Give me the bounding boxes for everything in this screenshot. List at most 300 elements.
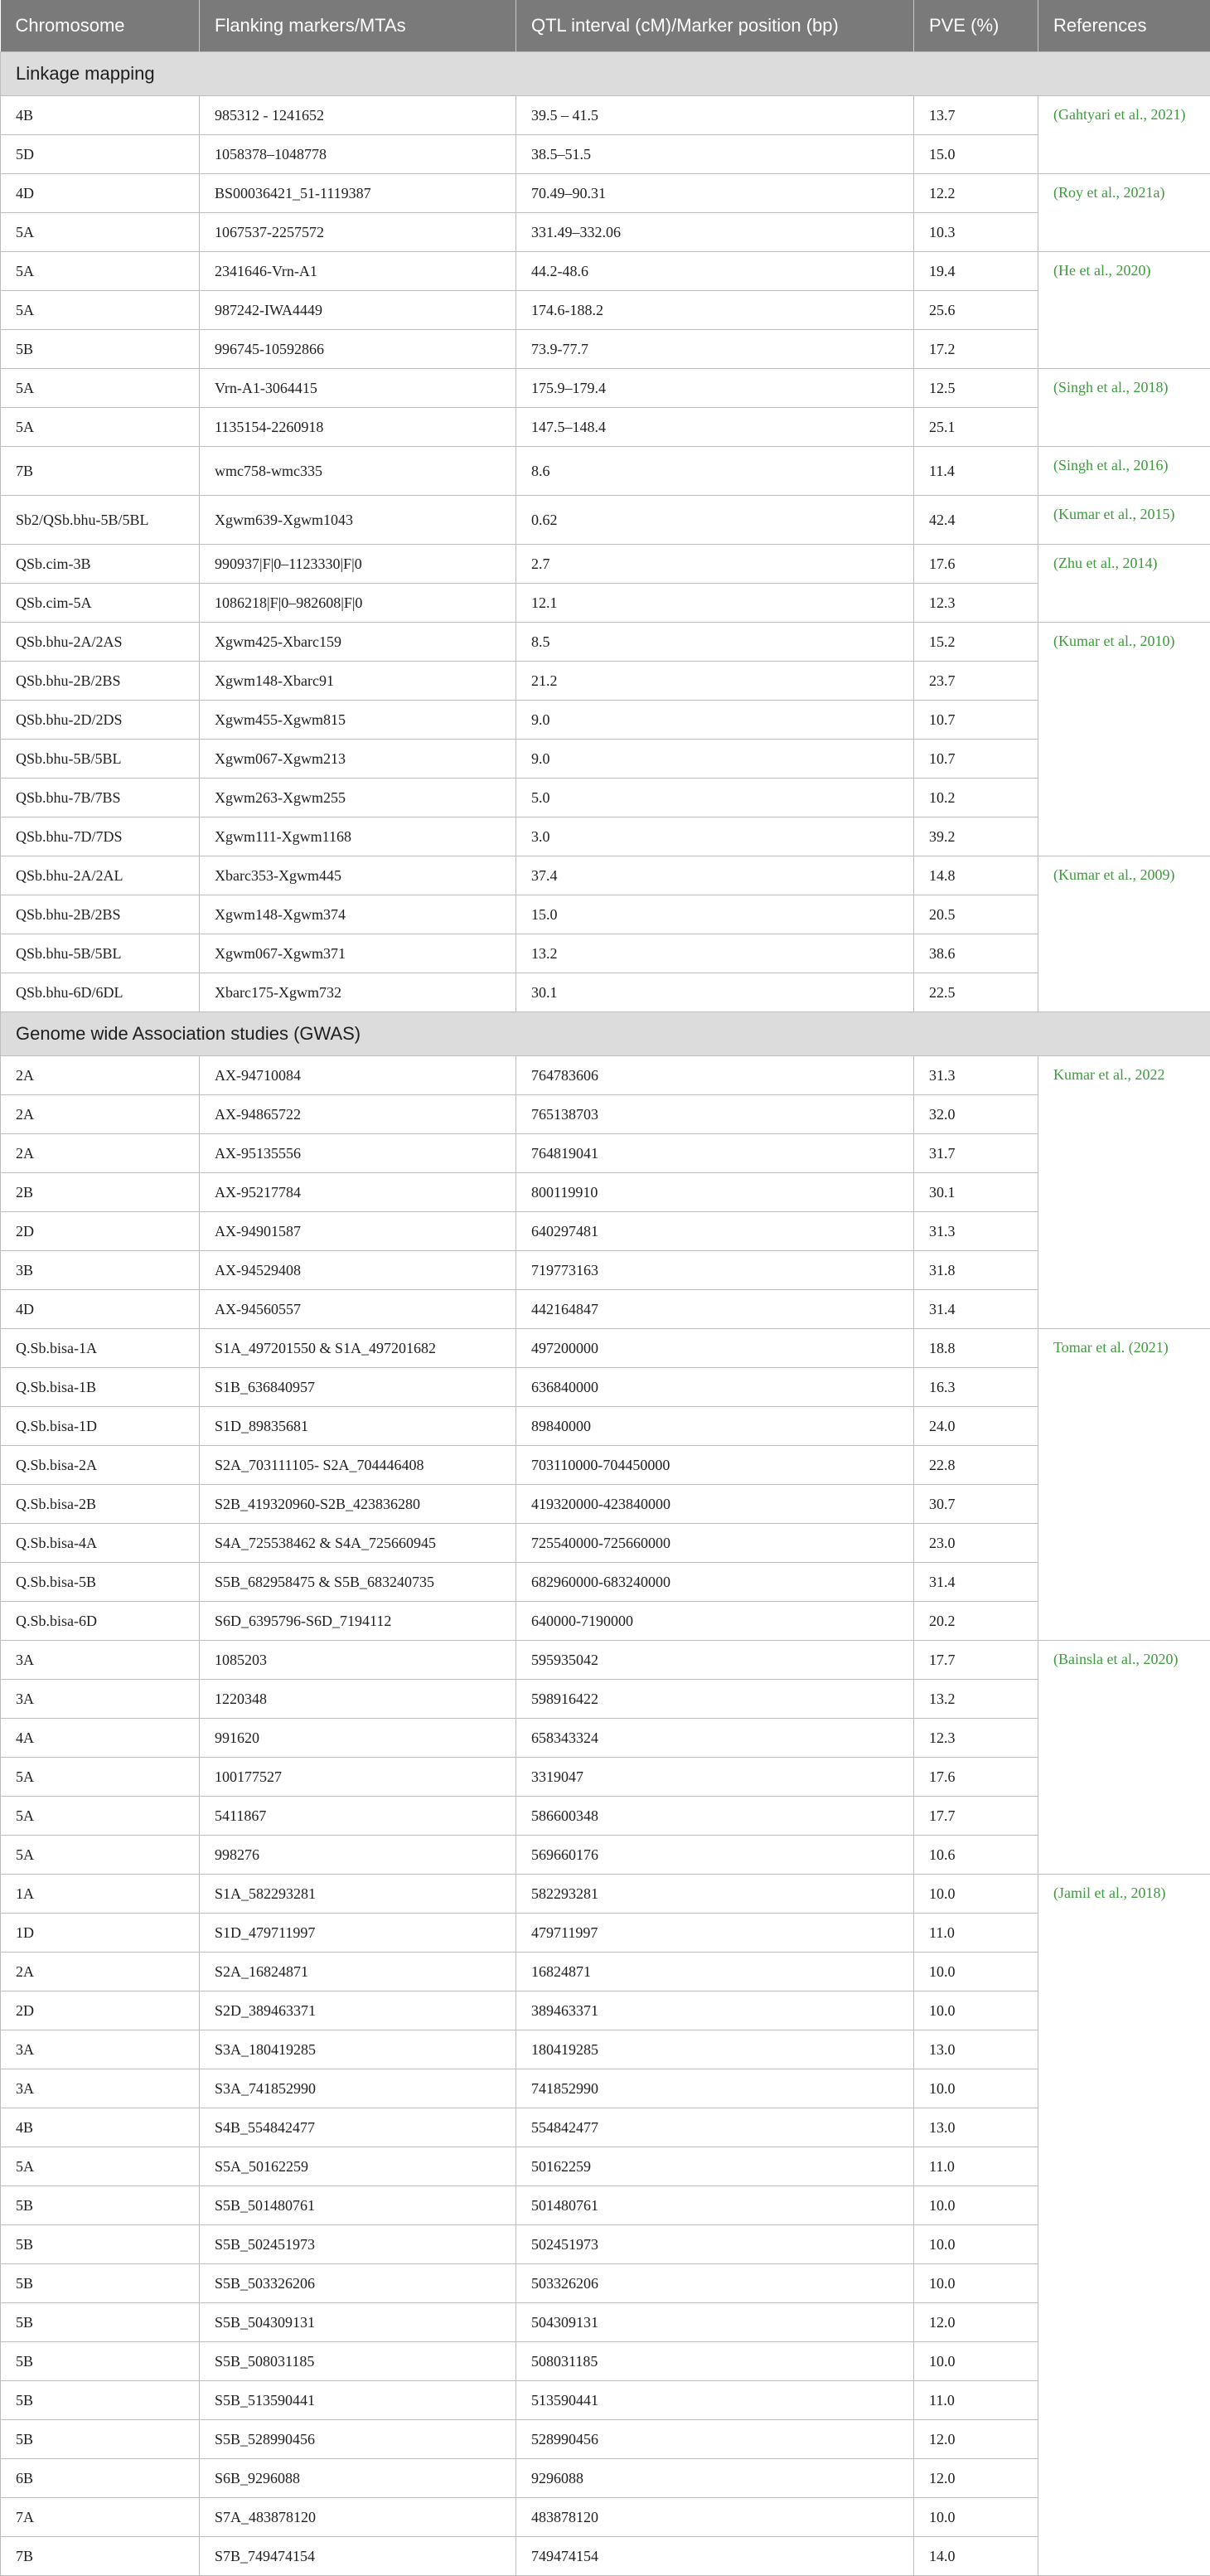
flanking-markers-cell: 5411867	[200, 1797, 516, 1836]
table-row	[1, 895, 1210, 934]
pve-cell: 20.5	[914, 895, 1038, 934]
chromosome-cell: 2A	[1, 1134, 200, 1173]
pve-cell: 17.6	[914, 1758, 1038, 1797]
reference-link[interactable]: (Jamil et al., 2018)	[1038, 1875, 1210, 2576]
pve-cell: 13.0	[914, 2108, 1038, 2147]
qtl-interval-cell: 8.6	[516, 447, 914, 496]
qtl-interval-cell: 479711997	[516, 1914, 914, 1953]
chromosome-cell: 3A	[1, 1680, 200, 1719]
table-row	[1, 817, 1210, 856]
chromosome-cell: 7B	[1, 2537, 200, 2576]
flanking-markers-cell: S4B_554842477	[200, 2108, 516, 2147]
chromosome-cell: QSb.cim-3B	[1, 545, 200, 584]
table-row	[1, 213, 1210, 252]
table-row	[1, 330, 1210, 369]
reference-link[interactable]: (Zhu et al., 2014)	[1038, 545, 1210, 623]
table-row	[1, 1173, 1210, 1212]
pve-cell: 19.4	[914, 252, 1038, 291]
flanking-markers-cell: S5B_501480761	[200, 2186, 516, 2225]
pve-cell: 23.7	[914, 662, 1038, 701]
chromosome-cell: QSb.bhu-2B/2BS	[1, 895, 200, 934]
table-row	[1, 2069, 1210, 2108]
qtl-interval-cell: 89840000	[516, 1407, 914, 1446]
pve-cell: 12.3	[914, 584, 1038, 623]
table-row	[1, 701, 1210, 740]
qtl-interval-cell: 13.2	[516, 934, 914, 973]
chromosome-cell: Q.Sb.bisa-1D	[1, 1407, 200, 1446]
qtl-interval-cell: 16824871	[516, 1953, 914, 1991]
qtl-interval-cell: 598916422	[516, 1680, 914, 1719]
flanking-markers-cell: 1067537-2257572	[200, 213, 516, 252]
table-row	[1, 1875, 1210, 1914]
table-row	[1, 1212, 1210, 1251]
chromosome-cell: QSb.bhu-2B/2BS	[1, 662, 200, 701]
qtl-interval-cell: 725540000-725660000	[516, 1524, 914, 1563]
reference-link[interactable]: (Kumar et al., 2009)	[1038, 856, 1210, 1012]
table-row	[1, 2303, 1210, 2342]
chromosome-cell: 1A	[1, 1875, 200, 1914]
chromosome-cell: 5B	[1, 2264, 200, 2303]
pve-cell: 11.0	[914, 1914, 1038, 1953]
qtl-interval-cell: 503326206	[516, 2264, 914, 2303]
table-row	[1, 1524, 1210, 1563]
table-row	[1, 2498, 1210, 2537]
qtl-interval-cell: 70.49–90.31	[516, 174, 914, 213]
table-row	[1, 1836, 1210, 1875]
chromosome-cell: 5A	[1, 213, 200, 252]
flanking-markers-cell: S3A_180419285	[200, 2030, 516, 2069]
chromosome-cell: 4A	[1, 1719, 200, 1758]
chromosome-cell: 2A	[1, 1056, 200, 1095]
flanking-markers-cell: 990937|F|0–1123330|F|0	[200, 545, 516, 584]
flanking-markers-cell: Xgwm067-Xgwm371	[200, 934, 516, 973]
pve-cell: 32.0	[914, 1095, 1038, 1134]
qtl-interval-cell: 586600348	[516, 1797, 914, 1836]
chromosome-cell: 4B	[1, 96, 200, 135]
qtl-interval-cell: 331.49–332.06	[516, 213, 914, 252]
flanking-markers-cell: 1086218|F|0–982608|F|0	[200, 584, 516, 623]
pve-cell: 13.7	[914, 96, 1038, 135]
pve-cell: 10.0	[914, 2342, 1038, 2381]
table-row	[1, 1407, 1210, 1446]
pve-cell: 15.0	[914, 135, 1038, 174]
flanking-markers-cell: S2A_16824871	[200, 1953, 516, 1991]
pve-cell: 10.0	[914, 1991, 1038, 2030]
chromosome-cell: 4D	[1, 174, 200, 213]
pve-cell: 31.3	[914, 1212, 1038, 1251]
qtl-interval-cell: 15.0	[516, 895, 914, 934]
table-row	[1, 2030, 1210, 2069]
pve-cell: 11.0	[914, 2147, 1038, 2186]
flanking-markers-cell: 1220348	[200, 1680, 516, 1719]
chromosome-cell: Q.Sb.bisa-4A	[1, 1524, 200, 1563]
pve-cell: 12.3	[914, 1719, 1038, 1758]
flanking-markers-cell: S1A_497201550 & S1A_497201682	[200, 1329, 516, 1368]
qtl-interval-cell: 175.9–179.4	[516, 369, 914, 408]
chromosome-cell: 5D	[1, 135, 200, 174]
pve-cell: 10.0	[914, 2186, 1038, 2225]
qtl-interval-cell: 719773163	[516, 1251, 914, 1290]
table-row	[1, 1680, 1210, 1719]
table-row	[1, 2537, 1210, 2576]
pve-cell: 22.8	[914, 1446, 1038, 1485]
flanking-markers-cell: S2A_703111105- S2A_704446408	[200, 1446, 516, 1485]
chromosome-cell: Q.Sb.bisa-2A	[1, 1446, 200, 1485]
flanking-markers-cell: S5B_502451973	[200, 2225, 516, 2264]
section-row	[1, 1012, 1210, 1056]
reference-link[interactable]: Kumar et al., 2022	[1038, 1056, 1210, 1329]
table-row	[1, 1329, 1210, 1368]
pve-cell: 10.2	[914, 779, 1038, 817]
chromosome-cell: QSb.bhu-2D/2DS	[1, 701, 200, 740]
qtl-interval-cell: 741852990	[516, 2069, 914, 2108]
chromosome-cell: Q.Sb.bisa-6D	[1, 1602, 200, 1641]
pve-cell: 17.7	[914, 1797, 1038, 1836]
table-row	[1, 1446, 1210, 1485]
chromosome-cell: 2A	[1, 1953, 200, 1991]
flanking-markers-cell: 100177527	[200, 1758, 516, 1797]
qtl-interval-cell: 9.0	[516, 740, 914, 779]
qtl-interval-cell: 9.0	[516, 701, 914, 740]
qtl-interval-cell: 582293281	[516, 1875, 914, 1914]
qtl-interval-cell: 764819041	[516, 1134, 914, 1173]
pve-cell: 39.2	[914, 817, 1038, 856]
chromosome-cell: Sb2/QSb.bhu-5B/5BL	[1, 496, 200, 545]
flanking-markers-cell: 996745-10592866	[200, 330, 516, 369]
flanking-markers-cell: AX-94560557	[200, 1290, 516, 1329]
flanking-markers-cell: S2D_389463371	[200, 1991, 516, 2030]
qtl-interval-cell: 38.5–51.5	[516, 135, 914, 174]
table-row	[1, 1134, 1210, 1173]
table-row	[1, 96, 1210, 135]
pve-cell: 30.7	[914, 1485, 1038, 1524]
reference-link[interactable]: (Kumar et al., 2015)	[1038, 496, 1210, 545]
reference-link[interactable]: (Singh et al., 2016)	[1038, 447, 1210, 496]
pve-cell: 12.2	[914, 174, 1038, 213]
table-row	[1, 252, 1210, 291]
pve-cell: 11.4	[914, 447, 1038, 496]
qtl-interval-cell: 9296088	[516, 2459, 914, 2498]
table-row	[1, 2186, 1210, 2225]
pve-cell: 31.4	[914, 1290, 1038, 1329]
pve-cell: 38.6	[914, 934, 1038, 973]
table-row	[1, 1758, 1210, 1797]
reference-link[interactable]: (Singh et al., 2018)	[1038, 369, 1210, 447]
flanking-markers-cell: S6D_6395796-S6D_7194112	[200, 1602, 516, 1641]
flanking-markers-cell: Xgwm425-Xbarc159	[200, 623, 516, 662]
chromosome-cell: QSb.bhu-7B/7BS	[1, 779, 200, 817]
qtl-interval-cell: 528990456	[516, 2420, 914, 2459]
pve-cell: 10.0	[914, 2498, 1038, 2537]
table-row	[1, 496, 1210, 545]
qtl-interval-cell: 5.0	[516, 779, 914, 817]
section-title: Linkage mapping	[1, 52, 1210, 96]
header-qtl-interval: QTL interval (cM)/Marker position (bp)	[516, 0, 914, 52]
qtl-interval-cell: 800119910	[516, 1173, 914, 1212]
table-row	[1, 2225, 1210, 2264]
pve-cell: 13.0	[914, 2030, 1038, 2069]
flanking-markers-cell: AX-95135556	[200, 1134, 516, 1173]
table-row	[1, 1095, 1210, 1134]
table-row	[1, 369, 1210, 408]
qtl-interval-cell: 37.4	[516, 856, 914, 895]
flanking-markers-cell: Xbarc175-Xgwm732	[200, 973, 516, 1012]
flanking-markers-cell: AX-94529408	[200, 1251, 516, 1290]
chromosome-cell: Q.Sb.bisa-2B	[1, 1485, 200, 1524]
table-row	[1, 2342, 1210, 2381]
table-row	[1, 1797, 1210, 1836]
chromosome-cell: QSb.cim-5A	[1, 584, 200, 623]
table-body	[1, 52, 1210, 2576]
qtl-interval-cell: 50162259	[516, 2147, 914, 2186]
pve-cell: 10.0	[914, 1953, 1038, 1991]
table-row	[1, 1056, 1210, 1095]
flanking-markers-cell: Vrn-A1-3064415	[200, 369, 516, 408]
header-chromosome: Chromosome	[1, 0, 200, 52]
flanking-markers-cell: AX-94710084	[200, 1056, 516, 1095]
chromosome-cell: Q.Sb.bisa-5B	[1, 1563, 200, 1602]
flanking-markers-cell: Xgwm148-Xgwm374	[200, 895, 516, 934]
flanking-markers-cell: 987242-IWA4449	[200, 291, 516, 330]
flanking-markers-cell: Xgwm263-Xgwm255	[200, 779, 516, 817]
qtl-interval-cell: 595935042	[516, 1641, 914, 1680]
table-row	[1, 856, 1210, 895]
flanking-markers-cell: S1D_479711997	[200, 1914, 516, 1953]
pve-cell: 23.0	[914, 1524, 1038, 1563]
header-flanking-markers: Flanking markers/MTAs	[200, 0, 516, 52]
chromosome-cell: 5A	[1, 291, 200, 330]
chromosome-cell: Q.Sb.bisa-1A	[1, 1329, 200, 1368]
reference-link[interactable]: (Kumar et al., 2010)	[1038, 623, 1210, 856]
pve-cell: 10.0	[914, 2069, 1038, 2108]
pve-cell: 10.0	[914, 2225, 1038, 2264]
header-references: References	[1038, 0, 1210, 52]
chromosome-cell: QSb.bhu-2A/2AS	[1, 623, 200, 662]
chromosome-cell: 2B	[1, 1173, 200, 1212]
chromosome-cell: 5B	[1, 2420, 200, 2459]
reference-link[interactable]: (Gahtyari et al., 2021)	[1038, 96, 1210, 174]
flanking-markers-cell: S5B_513590441	[200, 2381, 516, 2420]
chromosome-cell: 3A	[1, 1641, 200, 1680]
pve-cell: 10.0	[914, 1875, 1038, 1914]
qtl-interval-cell: 502451973	[516, 2225, 914, 2264]
header-pve: PVE (%)	[914, 0, 1038, 52]
table-row	[1, 1290, 1210, 1329]
qtl-interval-cell: 73.9-77.7	[516, 330, 914, 369]
flanking-markers-cell: 1085203	[200, 1641, 516, 1680]
pve-cell: 31.7	[914, 1134, 1038, 1173]
pve-cell: 22.5	[914, 973, 1038, 1012]
pve-cell: 18.8	[914, 1329, 1038, 1368]
pve-cell: 17.2	[914, 330, 1038, 369]
chromosome-cell: Q.Sb.bisa-1B	[1, 1368, 200, 1407]
table-row	[1, 934, 1210, 973]
flanking-markers-cell: 1135154-2260918	[200, 408, 516, 447]
pve-cell: 12.0	[914, 2420, 1038, 2459]
table-row	[1, 545, 1210, 584]
qtl-interval-cell: 389463371	[516, 1991, 914, 2030]
pve-cell: 14.8	[914, 856, 1038, 895]
qtl-interval-cell: 21.2	[516, 662, 914, 701]
flanking-markers-cell: 998276	[200, 1836, 516, 1875]
pve-cell: 25.6	[914, 291, 1038, 330]
qtl-interval-cell: 703110000-704450000	[516, 1446, 914, 1485]
qtl-interval-cell: 658343324	[516, 1719, 914, 1758]
flanking-markers-cell: 985312 - 1241652	[200, 96, 516, 135]
table-row	[1, 1719, 1210, 1758]
qtl-interval-cell: 3.0	[516, 817, 914, 856]
flanking-markers-cell: wmc758-wmc335	[200, 447, 516, 496]
pve-cell: 10.7	[914, 701, 1038, 740]
pve-cell: 17.7	[914, 1641, 1038, 1680]
table-row	[1, 1563, 1210, 1602]
pve-cell: 11.0	[914, 2381, 1038, 2420]
flanking-markers-cell: AX-95217784	[200, 1173, 516, 1212]
chromosome-cell: 5B	[1, 330, 200, 369]
table-row	[1, 447, 1210, 496]
flanking-markers-cell: Xbarc353-Xgwm445	[200, 856, 516, 895]
qtl-interval-cell: 513590441	[516, 2381, 914, 2420]
chromosome-cell: 5B	[1, 2303, 200, 2342]
chromosome-cell: 5B	[1, 2186, 200, 2225]
qtl-interval-cell: 483878120	[516, 2498, 914, 2537]
chromosome-cell: 4B	[1, 2108, 200, 2147]
table-row	[1, 779, 1210, 817]
qtl-interval-cell: 749474154	[516, 2537, 914, 2576]
table-row	[1, 973, 1210, 1012]
section-title: Genome wide Association studies (GWAS)	[1, 1012, 1210, 1056]
chromosome-cell: 7A	[1, 2498, 200, 2537]
flanking-markers-cell: Xgwm455-Xgwm815	[200, 701, 516, 740]
chromosome-cell: 1D	[1, 1914, 200, 1953]
pve-cell: 12.0	[914, 2459, 1038, 2498]
flanking-markers-cell: S1B_636840957	[200, 1368, 516, 1407]
qtl-interval-cell: 3319047	[516, 1758, 914, 1797]
table-row	[1, 623, 1210, 662]
reference-link[interactable]: (He et al., 2020)	[1038, 252, 1210, 369]
table-row	[1, 584, 1210, 623]
reference-link[interactable]: (Roy et al., 2021a)	[1038, 174, 1210, 252]
flanking-markers-cell: AX-94901587	[200, 1212, 516, 1251]
section-row	[1, 52, 1210, 96]
qtl-interval-cell: 180419285	[516, 2030, 914, 2069]
qtl-interval-cell: 765138703	[516, 1095, 914, 1134]
chromosome-cell: QSb.bhu-6D/6DL	[1, 973, 200, 1012]
flanking-markers-cell: S6B_9296088	[200, 2459, 516, 2498]
flanking-markers-cell: AX-94865722	[200, 1095, 516, 1134]
table-row	[1, 408, 1210, 447]
table-row	[1, 291, 1210, 330]
table-row	[1, 1485, 1210, 1524]
pve-cell: 12.0	[914, 2303, 1038, 2342]
table-row	[1, 2381, 1210, 2420]
chromosome-cell: 5A	[1, 252, 200, 291]
table-row	[1, 740, 1210, 779]
flanking-markers-cell: S5B_504309131	[200, 2303, 516, 2342]
chromosome-cell: 5A	[1, 408, 200, 447]
flanking-markers-cell: S4A_725538462 & S4A_725660945	[200, 1524, 516, 1563]
pve-cell: 31.4	[914, 1563, 1038, 1602]
pve-cell: 12.5	[914, 369, 1038, 408]
qtl-interval-cell: 640000-7190000	[516, 1602, 914, 1641]
flanking-markers-cell: S5A_50162259	[200, 2147, 516, 2186]
qtl-interval-cell: 636840000	[516, 1368, 914, 1407]
qtl-interval-cell: 147.5–148.4	[516, 408, 914, 447]
pve-cell: 30.1	[914, 1173, 1038, 1212]
pve-cell: 16.3	[914, 1368, 1038, 1407]
flanking-markers-cell: Xgwm639-Xgwm1043	[200, 496, 516, 545]
chromosome-cell: 6B	[1, 2459, 200, 2498]
chromosome-cell: 5A	[1, 2147, 200, 2186]
flanking-markers-cell: 1058378–1048778	[200, 135, 516, 174]
chromosome-cell: 3A	[1, 2030, 200, 2069]
flanking-markers-cell: Xgwm148-Xbarc91	[200, 662, 516, 701]
qtl-interval-cell: 12.1	[516, 584, 914, 623]
pve-cell: 25.1	[914, 408, 1038, 447]
table-header	[1, 0, 1210, 52]
flanking-markers-cell: S5B_503326206	[200, 2264, 516, 2303]
flanking-markers-cell: S7B_749474154	[200, 2537, 516, 2576]
pve-cell: 10.6	[914, 1836, 1038, 1875]
pve-cell: 31.8	[914, 1251, 1038, 1290]
chromosome-cell: QSb.bhu-5B/5BL	[1, 934, 200, 973]
chromosome-cell: 7B	[1, 447, 200, 496]
flanking-markers-cell: S2B_419320960-S2B_423836280	[200, 1485, 516, 1524]
qtl-interval-cell: 682960000-683240000	[516, 1563, 914, 1602]
qtl-interval-cell: 764783606	[516, 1056, 914, 1095]
table-row	[1, 1641, 1210, 1680]
header-row	[1, 0, 1210, 52]
qtl-interval-cell: 30.1	[516, 973, 914, 1012]
chromosome-cell: 5A	[1, 1797, 200, 1836]
pve-cell: 10.3	[914, 213, 1038, 252]
qtl-interval-cell: 2.7	[516, 545, 914, 584]
qtl-interval-cell: 569660176	[516, 1836, 914, 1875]
qtl-interval-cell: 174.6-188.2	[516, 291, 914, 330]
flanking-markers-cell: Xgwm111-Xgwm1168	[200, 817, 516, 856]
qtl-interval-cell: 44.2-48.6	[516, 252, 914, 291]
pve-cell: 10.0	[914, 2264, 1038, 2303]
pve-cell: 15.2	[914, 623, 1038, 662]
table-row	[1, 2147, 1210, 2186]
qtl-interval-cell: 0.62	[516, 496, 914, 545]
pve-cell: 31.3	[914, 1056, 1038, 1095]
flanking-markers-cell: S5B_682958475 & S5B_683240735	[200, 1563, 516, 1602]
flanking-markers-cell: S1D_89835681	[200, 1407, 516, 1446]
chromosome-cell: 2A	[1, 1095, 200, 1134]
chromosome-cell: 5A	[1, 1836, 200, 1875]
reference-link[interactable]: Tomar et al. (2021)	[1038, 1329, 1210, 1641]
pve-cell: 13.2	[914, 1680, 1038, 1719]
table-row	[1, 2420, 1210, 2459]
flanking-markers-cell: S1A_582293281	[200, 1875, 516, 1914]
flanking-markers-cell: BS00036421_51-1119387	[200, 174, 516, 213]
qtl-interval-cell: 504309131	[516, 2303, 914, 2342]
flanking-markers-cell: Xgwm067-Xgwm213	[200, 740, 516, 779]
qtl-interval-cell: 39.5 – 41.5	[516, 96, 914, 135]
chromosome-cell: 5B	[1, 2381, 200, 2420]
chromosome-cell: 3B	[1, 1251, 200, 1290]
chromosome-cell: QSb.bhu-7D/7DS	[1, 817, 200, 856]
chromosome-cell: 2D	[1, 1991, 200, 2030]
reference-link[interactable]: (Bainsla et al., 2020)	[1038, 1641, 1210, 1875]
qtl-interval-cell: 442164847	[516, 1290, 914, 1329]
flanking-markers-cell: S5B_508031185	[200, 2342, 516, 2381]
flanking-markers-cell: 2341646-Vrn-A1	[200, 252, 516, 291]
pve-cell: 14.0	[914, 2537, 1038, 2576]
qtl-interval-cell: 640297481	[516, 1212, 914, 1251]
pve-cell: 20.2	[914, 1602, 1038, 1641]
